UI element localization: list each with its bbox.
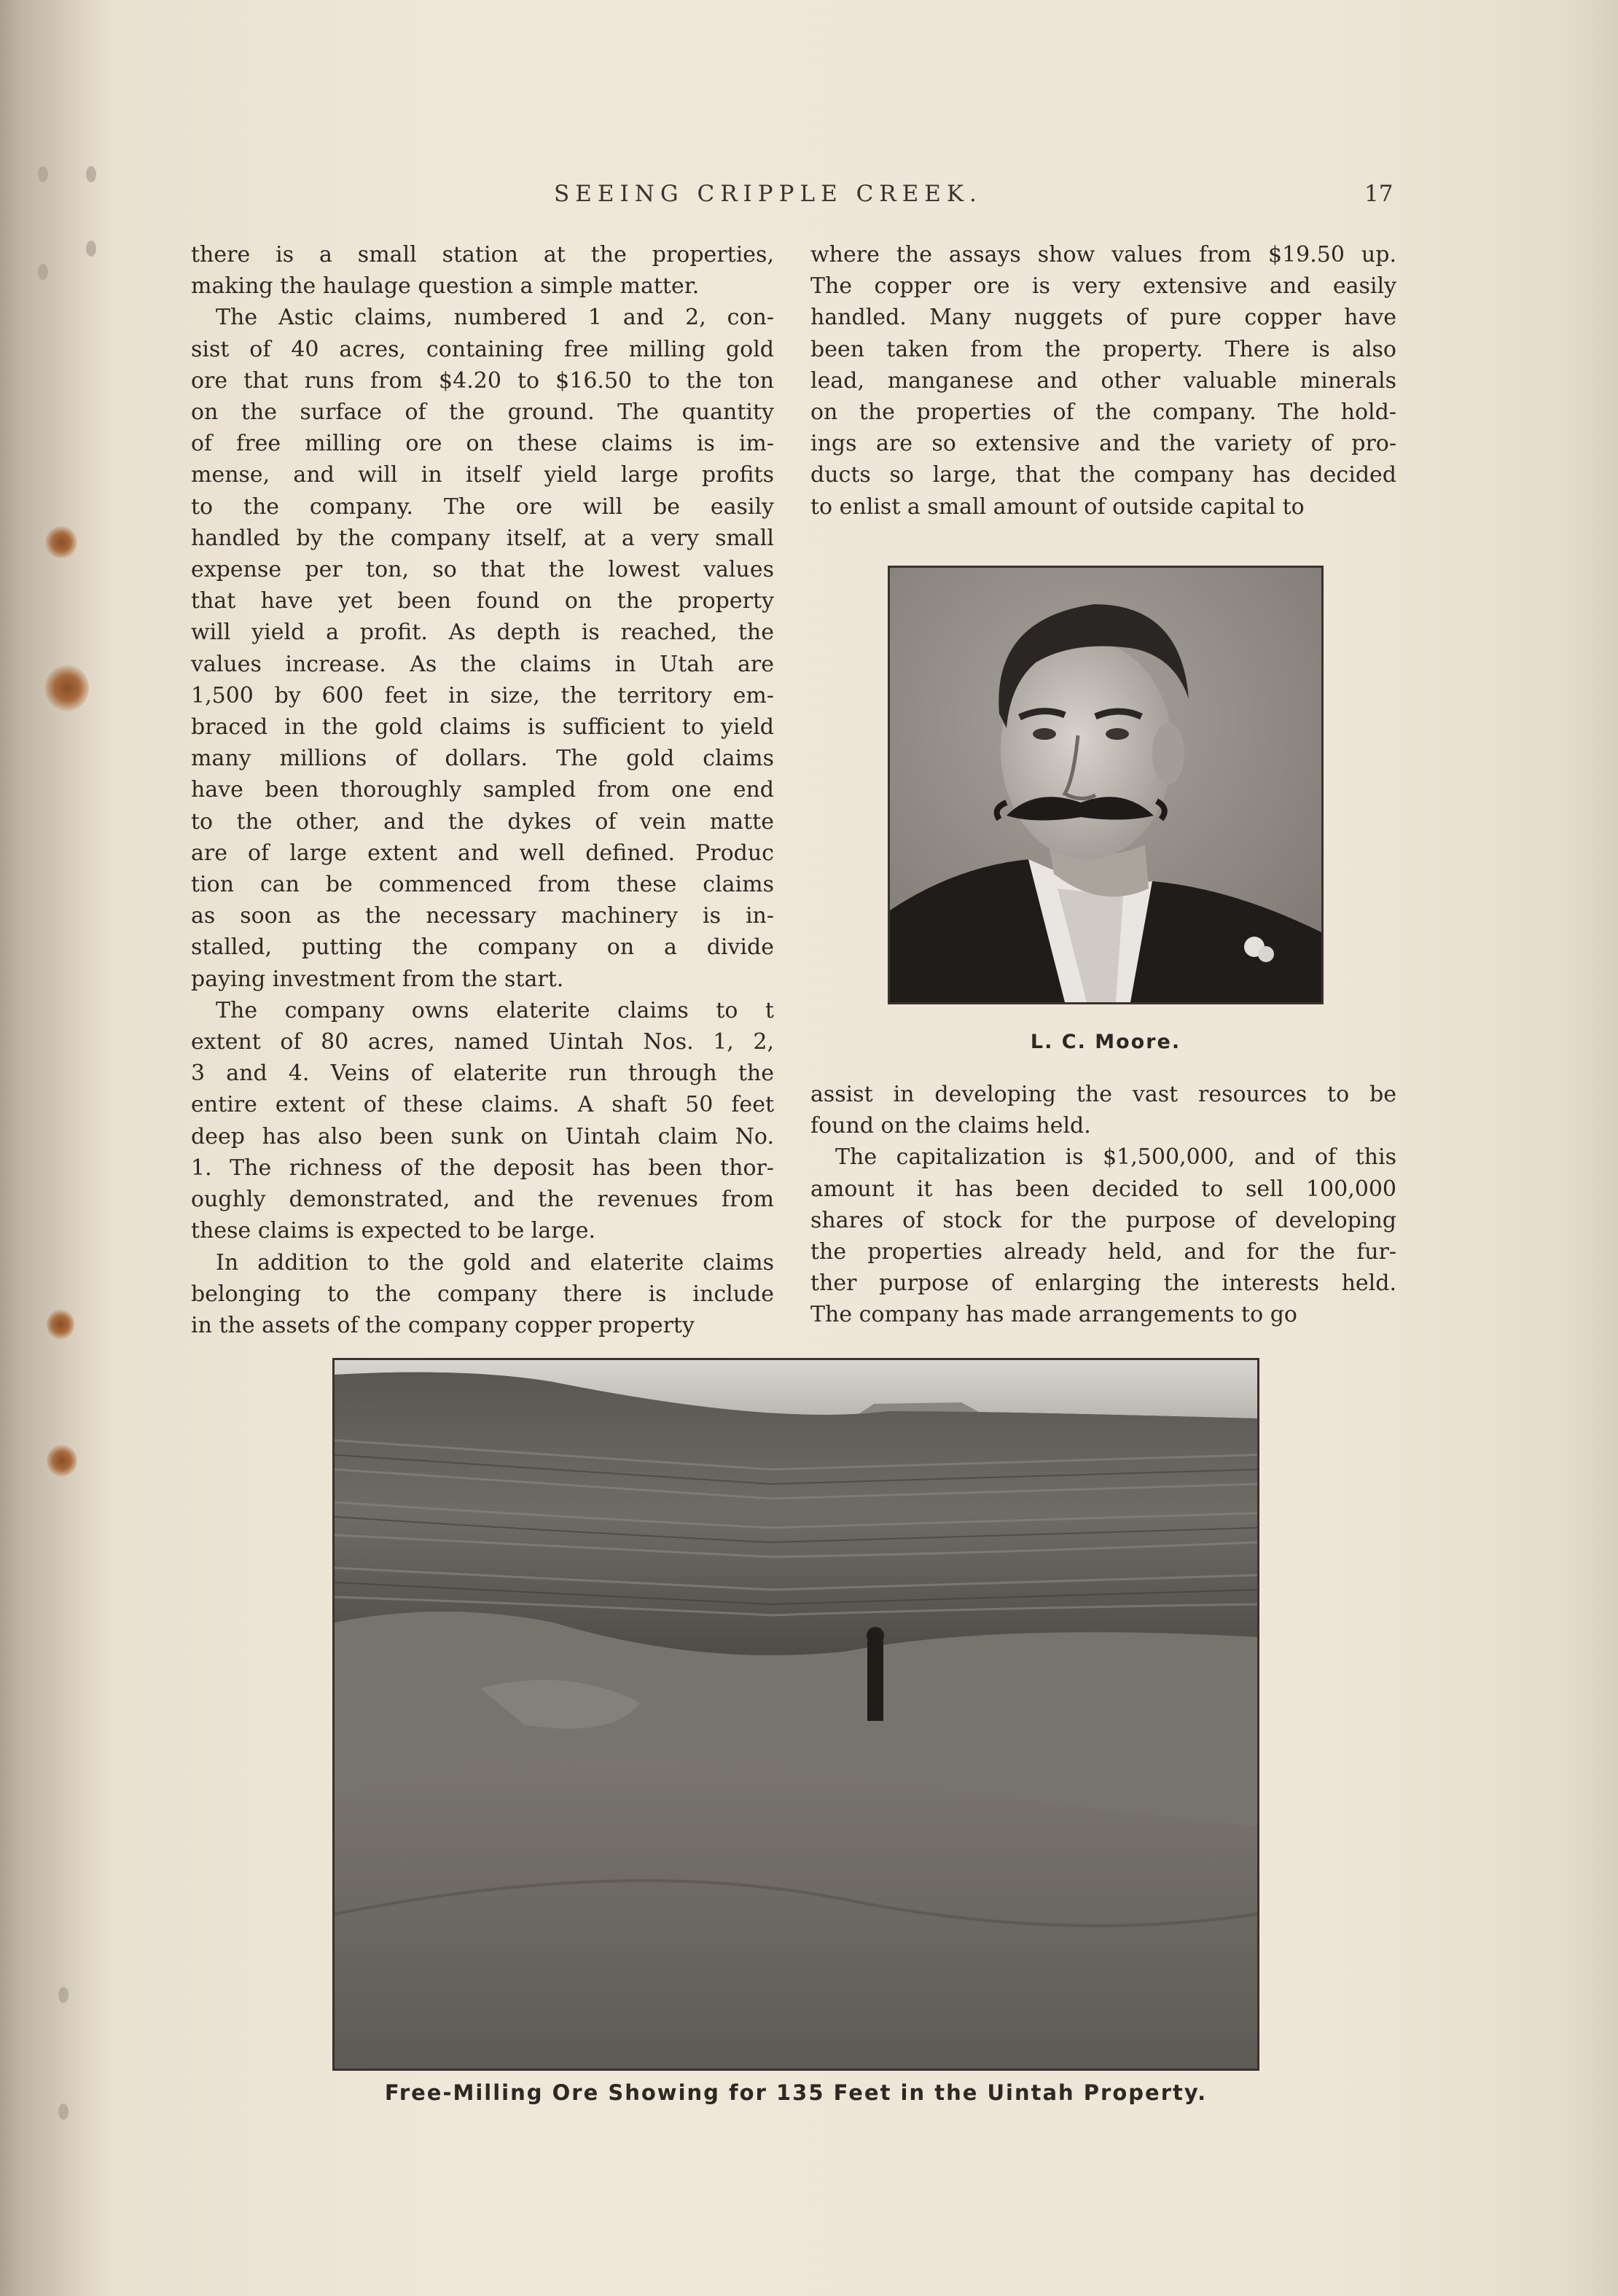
binding-shadow	[0, 0, 109, 2296]
text-line: 3 and 4. Veins of elaterite run through the	[191, 1061, 774, 1087]
text-line: will yield a profit. As depth is reached, the	[191, 620, 774, 646]
text-line: the properties already held, and for the fur-	[810, 1239, 1396, 1265]
text-line: tion can be commenced from these claims	[191, 872, 774, 898]
text-line: on the properties of the company. The hold-	[810, 399, 1396, 426]
rust-stain	[47, 1309, 74, 1340]
text-line: sist of 40 acres, containing free milling gold	[191, 336, 774, 362]
text-line: mense, and will in itself yield large profits	[191, 462, 774, 488]
text-line: 1,500 by 600 feet in size, the territory em-	[191, 682, 774, 708]
text-line: ore that runs from $4.20 to $16.50 to the ton	[191, 367, 774, 394]
text-line: extent of 80 acres, named Uintah Nos. 1, 2,	[191, 1029, 774, 1055]
rust-stain	[45, 665, 89, 711]
text-line: been taken from the property. There is also	[810, 336, 1396, 362]
text-line: ther purpose of enlarging the interests held.	[810, 1270, 1396, 1297]
text-line: 1. The richness of the deposit has been thor-	[191, 1155, 774, 1181]
text-line: to the company. The ore will be easily	[191, 493, 774, 520]
page-number: 17	[1364, 181, 1394, 207]
binding-hole	[38, 264, 48, 280]
landscape-photo-icon	[335, 1360, 1257, 2069]
paragraph-p7	[810, 1141, 1396, 1330]
text-line: are of large extent and well defined. Produc	[191, 840, 774, 866]
text-line: that have yet been found on the property	[191, 588, 774, 614]
text-line: belonging to the company there is include	[191, 1281, 774, 1307]
text-line: these claims is expected to be large.	[191, 1218, 596, 1244]
text-line: amount it has been decided to sell 100,000	[810, 1176, 1396, 1202]
text-line: shares of stock for the purpose of developing	[810, 1207, 1396, 1233]
text-line: of free milling ore on these claims is im-	[191, 431, 774, 457]
text-line: in the assets of the company copper property	[191, 1312, 695, 1338]
text-line: The Astic claims, numbered 1 and 2, con-	[216, 305, 774, 331]
text-line: lead, manganese and other valuable minerals	[810, 367, 1396, 394]
text-line: handled by the company itself, at a very small	[191, 525, 774, 551]
text-line: The company has made arrangements to go	[810, 1302, 1297, 1328]
text-line: stalled, putting the company on a divide	[191, 934, 774, 961]
paragraph-p3	[191, 995, 774, 1247]
right-text-column-bottom	[810, 1079, 1396, 1331]
paragraph-p4	[191, 1247, 774, 1342]
text-line: values increase. As the claims in Utah are	[191, 651, 774, 677]
binding-hole	[86, 166, 96, 182]
text-line: where the assays show values from $19.50 up.	[810, 242, 1396, 268]
paragraph-p6	[810, 1079, 1396, 1141]
text-line: deep has also been sunk on Uintah claim No.	[191, 1123, 774, 1149]
running-title: SEEING CRIPPLE CREEK.	[554, 181, 982, 207]
portrait-caption: L. C. Moore.	[1030, 1031, 1181, 1053]
binding-hole	[38, 166, 48, 182]
landscape-photo	[332, 1358, 1259, 2071]
text-line: have been thoroughly sampled from one end	[191, 777, 774, 803]
landscape-caption: Free-Milling Ore Showing for 135 Feet in the Uintah Property.	[384, 2080, 1208, 2105]
paragraph-p1	[191, 239, 774, 302]
right-text-column-top	[810, 239, 1396, 523]
text-line: on the surface of the ground. The quantity	[191, 399, 774, 426]
text-line: entire extent of these claims. A shaft 50 feet	[191, 1092, 774, 1118]
text-line: ducts so large, that the company has decided	[810, 462, 1396, 488]
text-line: to enlist a small amount of outside capital to	[810, 493, 1305, 520]
text-line: assist in developing the vast resources to be	[810, 1082, 1396, 1107]
text-line: to the other, and the dykes of vein matte	[191, 808, 774, 835]
text-line: many millions of dollars. The gold claims	[191, 746, 774, 772]
text-line: The capitalization is $1,500,000, and of this	[835, 1144, 1396, 1171]
text-line: as soon as the necessary machinery is in-	[191, 903, 774, 929]
paragraph-p2	[191, 302, 774, 994]
text-line: In addition to the gold and elaterite claims	[216, 1249, 774, 1276]
binding-hole	[86, 241, 96, 257]
rust-stain	[47, 1445, 77, 1477]
paragraph-p5	[810, 239, 1396, 523]
left-text-column	[191, 239, 774, 1341]
binding-hole	[58, 1987, 69, 2003]
text-line: there is a small station at the properties,	[191, 242, 774, 268]
text-line: handled. Many nuggets of pure copper have	[810, 305, 1396, 331]
portrait-photo-icon	[890, 568, 1321, 1002]
portrait-photo	[888, 566, 1324, 1004]
text-line: The copper ore is very extensive and easily	[810, 273, 1396, 300]
text-line: The company owns elaterite claims to t	[216, 997, 774, 1023]
rust-stain	[45, 526, 77, 558]
text-line: making the haulage question a simple matter.	[191, 273, 700, 300]
text-line: paying investment from the start.	[191, 966, 564, 992]
text-line: found on the claims held.	[810, 1113, 1091, 1139]
text-line: expense per ton, so that the lowest values	[191, 557, 774, 583]
binding-hole	[58, 2104, 69, 2120]
text-line: ings are so extensive and the variety of pro-	[810, 431, 1396, 457]
text-line: braced in the gold claims is sufficient to yield	[191, 714, 774, 741]
text-line: oughly demonstrated, and the revenues from	[191, 1187, 774, 1213]
